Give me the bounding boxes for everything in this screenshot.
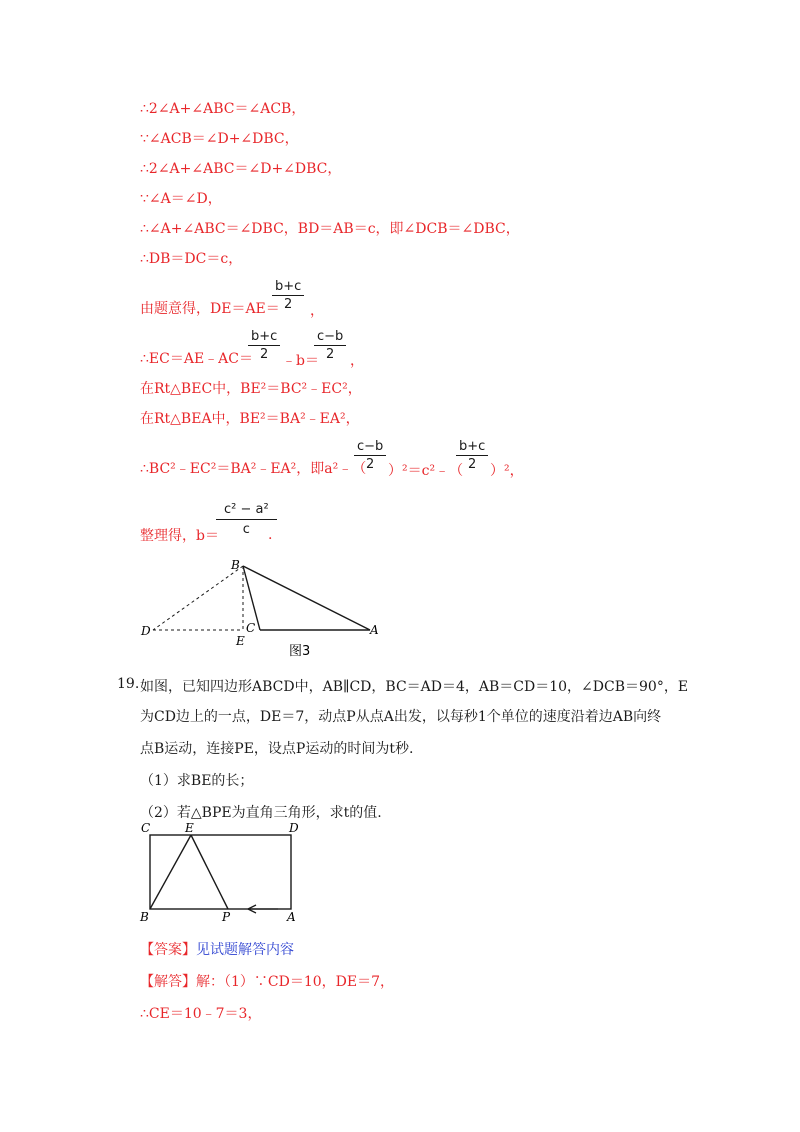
segment-ba [243, 566, 370, 630]
punct-comma: ， [310, 303, 324, 319]
solution-line-12-text: 整理得，b＝ [140, 528, 219, 544]
fraction-numerator: b+c [456, 439, 488, 456]
problem-line-1: 如图，已知四边形ABCD中，AB∥CD，BC＝AD＝4，AB＝CD＝10，∠DCB＝90°，E [140, 679, 689, 695]
fraction-numerator: b+c [272, 279, 304, 296]
problem-number: 19. [117, 676, 140, 692]
segment-ep [191, 835, 228, 909]
segment-eb [150, 835, 191, 909]
fraction-b-plus-c-2 [248, 329, 280, 363]
answer-line [140, 941, 294, 959]
solution-line-11-text: ∴BC²﹣EC²＝BA²﹣EA²，即a²﹣（ [140, 461, 367, 477]
solution-tag: 【解答】 [140, 974, 196, 990]
solution-line-12-end: . [268, 527, 273, 543]
fraction-denominator: 2 [260, 347, 269, 362]
label-p: P [222, 910, 231, 924]
solution-line-7 [140, 300, 280, 318]
fraction-b-plus-c-1 [272, 279, 304, 313]
label-c: C [246, 621, 256, 635]
figure-3 [130, 556, 400, 660]
solution-line-9: 在Rt△BEC中，BE²＝BC²﹣EC²， [140, 381, 362, 397]
label-e: E [185, 821, 194, 835]
fraction-numerator: b+c [248, 329, 280, 346]
solution-line-11-end: ）²， [490, 463, 524, 479]
question-2: （2）若△BPE为直角三角形，求t的值. [140, 805, 382, 821]
solution-line-12 [140, 527, 219, 545]
fraction-denominator: 2 [366, 457, 375, 472]
solution-header-line [140, 973, 394, 991]
fraction-numerator: c² − a² [216, 502, 277, 520]
question-1: （1）求BE的长； [140, 773, 254, 789]
label-a: A [287, 910, 296, 924]
solution-line-8-mid: ﹣b＝ [282, 353, 319, 369]
fraction-b-plus-c-3 [456, 439, 488, 473]
label-a: A [370, 623, 379, 637]
solution-line-5: ∴∠A+∠ABC＝∠DBC，BD＝AB＝c，即∠DCB＝∠DBC， [140, 221, 520, 237]
fraction-c-minus-b-1 [314, 329, 346, 363]
fraction-numerator: c−b [314, 329, 346, 346]
solution-line-8-text: ∴EC＝AE﹣AC＝ [140, 351, 253, 367]
figure-19 [135, 820, 310, 925]
label-d: D [141, 624, 151, 638]
dashed-line-bd [153, 566, 243, 630]
label-b: B [231, 558, 240, 572]
answer-text: 见试题解答内容 [196, 942, 294, 958]
solution-line-3: ∴2∠A+∠ABC＝∠D+∠DBC， [140, 161, 342, 177]
solution-line-ce: ∴CE＝10﹣7＝3， [140, 1006, 262, 1022]
figure-3-caption: 图3 [289, 644, 311, 659]
fraction-c-minus-b-2 [354, 439, 386, 473]
label-c: C [141, 821, 151, 835]
solution-line-11 [140, 460, 366, 478]
solution-line-6: ∴DB＝DC＝c， [140, 251, 243, 267]
solution-line-10: 在Rt△BEA中，BE²＝BA²﹣EA²， [140, 411, 360, 427]
punct-comma: ， [350, 353, 364, 369]
solution-line-1: ∴2∠A+∠ABC＝∠ACB， [140, 101, 306, 117]
label-b: B [140, 910, 149, 924]
fraction-denominator: 2 [326, 347, 335, 362]
answer-tag: 【答案】 [140, 942, 196, 958]
solution-line-4: ∵∠A＝∠D， [140, 191, 222, 207]
problem-line-3: 点B运动，连接PE，设点P运动的时间为t秒. [140, 741, 414, 757]
solution-line-7-text: 由题意得，DE＝AE＝ [140, 301, 280, 317]
solution-text: 解：（1）∵CD＝10，DE＝7， [196, 974, 395, 990]
problem-line-2: 为CD边上的一点，DE＝7，动点P从点A出发，以每秒1个单位的速度沿着边AB向终 [140, 709, 662, 725]
solution-line-8 [140, 350, 253, 368]
label-d: D [289, 821, 299, 835]
solution-line-11-mid: ）²＝c²﹣（ [388, 463, 464, 479]
fraction-denominator: 2 [284, 297, 293, 312]
fraction-numerator: c−b [354, 439, 386, 456]
solution-line-2: ∵∠ACB＝∠D+∠DBC， [140, 131, 299, 147]
label-e: E [236, 634, 245, 648]
fraction-denominator: c [242, 522, 250, 537]
fraction-denominator: 2 [468, 457, 477, 472]
